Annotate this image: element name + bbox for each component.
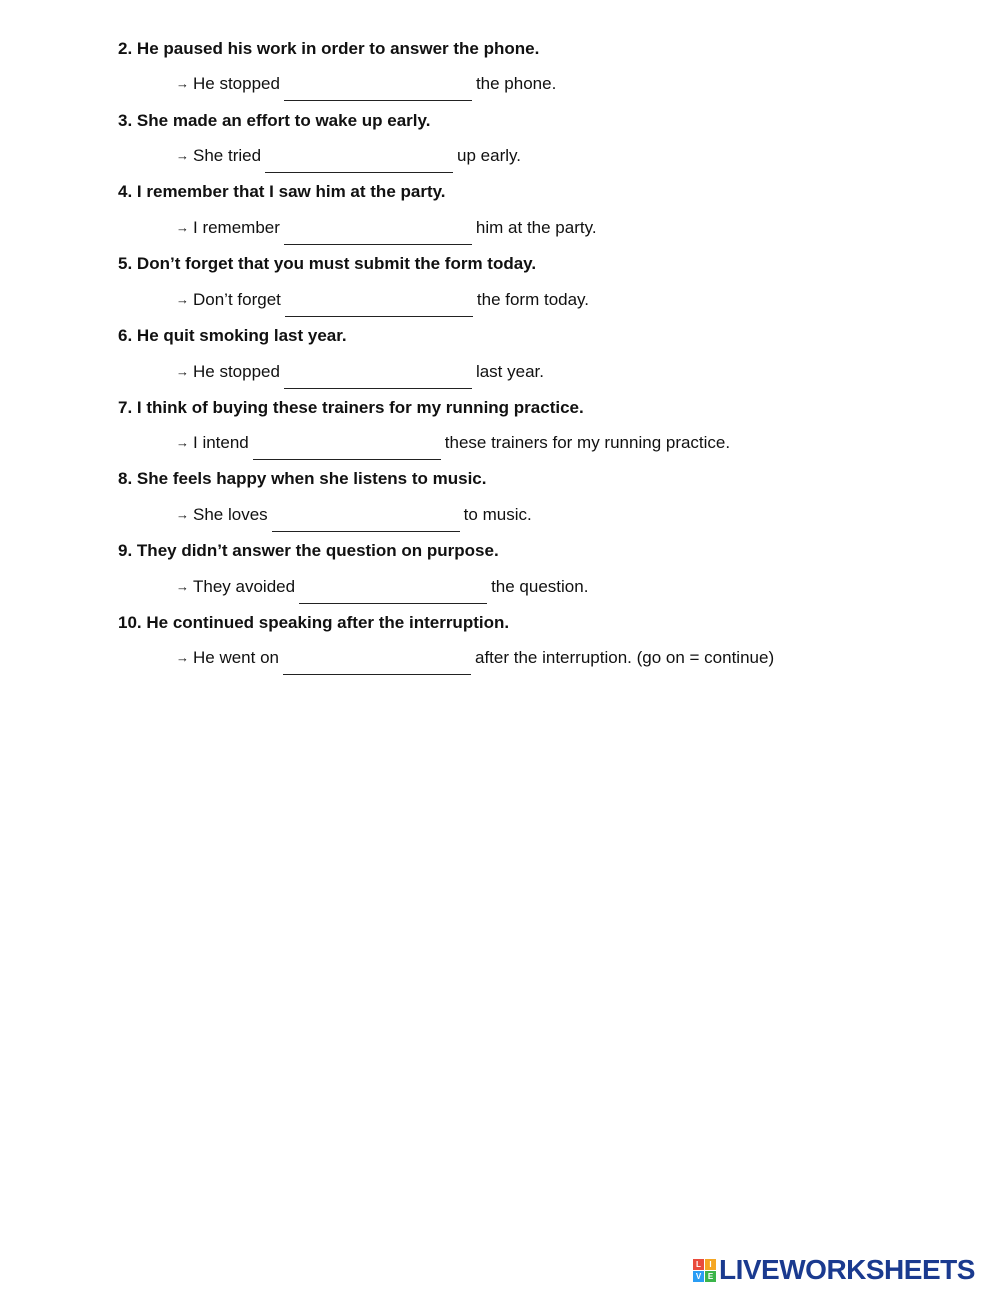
logo-mark-icon <box>693 1259 716 1282</box>
logo-mark-letter: V <box>693 1271 704 1282</box>
arrow-icon: → <box>176 507 189 522</box>
question-number: 8. <box>118 469 133 488</box>
question-text: He continued speaking after the interruption. <box>146 613 510 632</box>
answer-blank-3[interactable] <box>265 151 453 173</box>
answer-line-5 <box>176 289 589 313</box>
answer-suffix: him at the party. <box>475 218 597 237</box>
arrow-icon: → <box>176 76 189 91</box>
answer-prefix: They avoided <box>193 577 296 596</box>
answer-suffix: the question. <box>491 577 589 596</box>
question-number: 7. <box>118 398 133 417</box>
answer-line-6 <box>176 361 544 385</box>
answer-line-3 <box>176 145 521 169</box>
answer-blank-2[interactable] <box>284 79 472 101</box>
question-number: 4. <box>118 182 133 201</box>
answer-prefix: Don’t forget <box>193 290 281 309</box>
answer-line-9 <box>176 576 588 600</box>
answer-blank-6[interactable] <box>284 367 472 389</box>
logo-mark-letter: L <box>693 1259 704 1270</box>
answer-line-10 <box>176 647 774 671</box>
question-text: They didn’t answer the question on purpose. <box>136 541 499 560</box>
question-7 <box>118 397 584 419</box>
answer-prefix: I intend <box>193 433 249 452</box>
arrow-icon: → <box>176 650 189 665</box>
question-text: She feels happy when she listens to music. <box>136 469 487 488</box>
arrow-icon: → <box>176 579 189 594</box>
liveworksheets-logo <box>693 1256 975 1284</box>
question-text: She made an effort to wake up early. <box>136 111 431 130</box>
answer-blank-5[interactable] <box>285 295 473 317</box>
question-text: Don’t forget that you must submit the form today. <box>136 254 537 273</box>
question-number: 5. <box>118 254 133 273</box>
arrow-icon: → <box>176 148 189 163</box>
answer-blank-9[interactable] <box>299 582 487 604</box>
question-number: 10. <box>118 613 142 632</box>
arrow-icon: → <box>176 220 189 235</box>
answer-prefix: She tried <box>193 146 262 165</box>
question-text: I remember that I saw him at the party. <box>136 182 446 201</box>
question-number: 2. <box>118 39 133 58</box>
question-5 <box>118 253 536 275</box>
answer-blank-10[interactable] <box>283 653 471 675</box>
arrow-icon: → <box>176 364 189 379</box>
arrow-icon: → <box>176 292 189 307</box>
question-6 <box>118 325 347 347</box>
answer-suffix: after the interruption. (go on = continue) <box>475 648 775 667</box>
arrow-icon: → <box>176 435 189 450</box>
answer-line-8 <box>176 504 532 528</box>
answer-blank-7[interactable] <box>253 438 441 460</box>
question-number: 6. <box>118 326 133 345</box>
answer-prefix: He went on <box>193 648 279 667</box>
answer-line-4 <box>176 217 597 241</box>
answer-line-7 <box>176 432 730 456</box>
logo-text: LIVEWORKSHEETS <box>719 1254 975 1285</box>
question-3 <box>118 110 430 132</box>
question-number: 9. <box>118 541 133 560</box>
question-text: He quit smoking last year. <box>136 326 347 345</box>
answer-prefix: She loves <box>193 505 268 524</box>
question-9 <box>118 540 499 562</box>
answer-suffix: to music. <box>463 505 532 524</box>
answer-suffix: up early. <box>457 146 521 165</box>
question-4 <box>118 181 446 203</box>
logo-mark-letter: I <box>705 1259 716 1270</box>
answer-line-2 <box>176 73 556 97</box>
question-8 <box>118 468 486 490</box>
answer-prefix: He stopped <box>193 74 280 93</box>
logo-mark-letter: E <box>705 1271 716 1282</box>
answer-blank-4[interactable] <box>284 223 472 245</box>
answer-suffix: these trainers for my running practice. <box>444 433 731 452</box>
answer-prefix: I remember <box>193 218 280 237</box>
question-text: I think of buying these trainers for my running practice. <box>136 398 584 417</box>
answer-suffix: last year. <box>475 362 544 381</box>
answer-blank-8[interactable] <box>272 510 460 532</box>
question-10 <box>118 612 509 634</box>
answer-prefix: He stopped <box>193 362 280 381</box>
question-number: 3. <box>118 111 133 130</box>
answer-suffix: the form today. <box>476 290 590 309</box>
question-2 <box>118 38 539 60</box>
answer-suffix: the phone. <box>475 74 557 93</box>
question-text: He paused his work in order to answer the phone. <box>136 39 540 58</box>
